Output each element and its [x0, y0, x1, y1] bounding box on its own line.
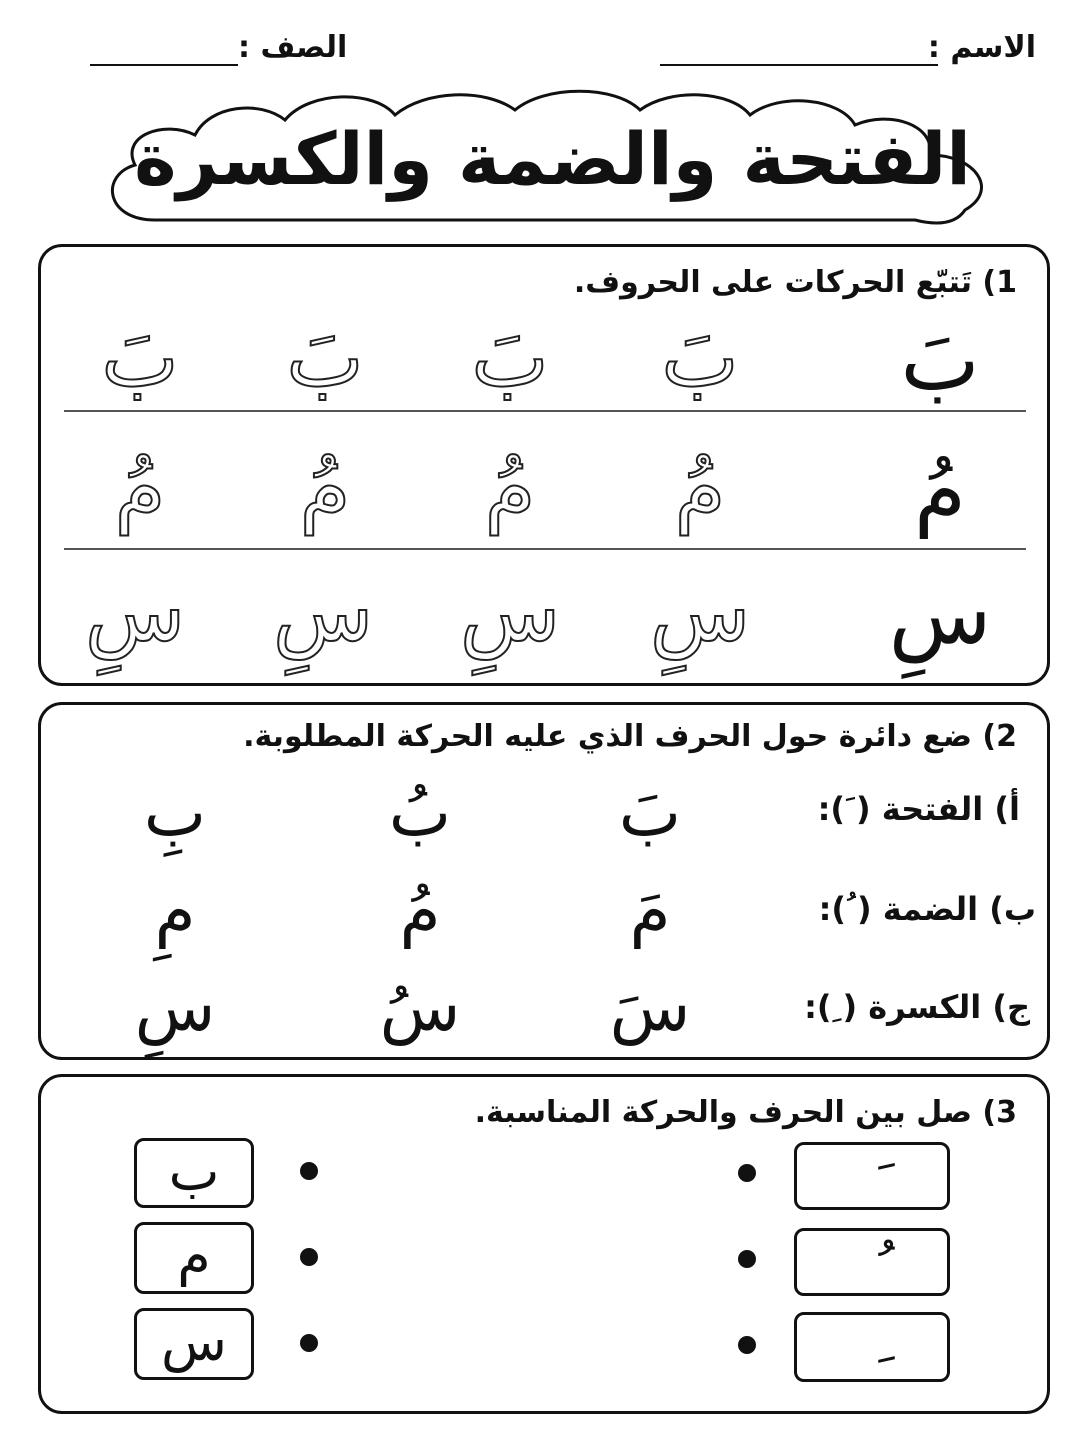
q2-option[interactable]: مَ — [629, 872, 671, 949]
q3-letter-box: س — [134, 1308, 254, 1380]
q1-trace-letter[interactable]: بَ — [661, 311, 739, 406]
q2-option[interactable]: سُ — [379, 969, 461, 1046]
q1-trace-letter[interactable]: بَ — [101, 311, 179, 406]
q1-model-letter: سِ — [888, 565, 992, 663]
q3-right-dot[interactable] — [738, 1164, 756, 1182]
name-label: الاسم : — [927, 30, 1036, 65]
q1-model-letter: بَ — [900, 311, 980, 409]
q2-option[interactable]: مِ — [154, 872, 196, 949]
q3-mark-box — [794, 1312, 950, 1382]
class-label: الصف : — [238, 30, 348, 65]
q3-right-dot[interactable] — [738, 1250, 756, 1268]
name-blank-line[interactable] — [660, 64, 938, 66]
q1-trace-letter[interactable]: بَ — [471, 311, 549, 406]
q1-trace-letter[interactable]: مُ — [114, 441, 166, 536]
q3-right-dot[interactable] — [738, 1336, 756, 1354]
q2-option[interactable]: سِ — [134, 969, 216, 1046]
q3-mark-box — [794, 1228, 950, 1296]
q2-option[interactable]: بَ — [618, 774, 682, 851]
q3-letter-box: ب — [134, 1138, 254, 1208]
q3-left-dot[interactable] — [300, 1334, 318, 1352]
q3-instruction: 3) صل بين الحرف والحركة المناسبة. — [474, 1095, 1017, 1130]
q1-instruction: 1) تَتبّع الحركات على الحروف. — [573, 265, 1017, 300]
q1-trace-letter[interactable]: سِ — [272, 565, 374, 660]
worksheet-title: الفتحة والضمة والكسرة — [134, 117, 971, 201]
q2-option[interactable]: بُ — [388, 774, 452, 851]
q1-trace-letter[interactable]: مُ — [484, 441, 536, 536]
q1-trace-letter[interactable]: بَ — [286, 311, 364, 406]
q3-mark-box — [794, 1142, 950, 1210]
q1-row-line-2 — [64, 548, 1026, 550]
q2-option[interactable]: مُ — [399, 872, 441, 949]
q2-label-fatha: أ) الفتحة ( َ): — [817, 790, 1020, 828]
q3-letter-box: م — [134, 1222, 254, 1294]
q1-trace-letter[interactable]: سِ — [649, 565, 751, 660]
q1-trace-letter[interactable]: سِ — [459, 565, 561, 660]
q2-label-damma: ب) الضمة ( ُ): — [818, 890, 1036, 928]
q1-row-line-1 — [64, 410, 1026, 412]
q3-left-dot[interactable] — [300, 1248, 318, 1266]
q1-trace-letter[interactable]: مُ — [674, 441, 726, 536]
q2-label-kasra: ج) الكسرة ( ِ): — [804, 988, 1030, 1026]
class-blank-line[interactable] — [90, 64, 238, 66]
q1-trace-letter[interactable]: سِ — [84, 565, 186, 660]
q1-model-letter: مُ — [913, 441, 966, 539]
q2-instruction: 2) ضع دائرة حول الحرف الذي عليه الحركة المطلوبة. — [243, 719, 1017, 754]
q2-option[interactable]: بِ — [143, 774, 207, 851]
q2-option[interactable]: سَ — [609, 969, 691, 1046]
q3-left-dot[interactable] — [300, 1162, 318, 1180]
q1-trace-letter[interactable]: مُ — [299, 441, 351, 536]
